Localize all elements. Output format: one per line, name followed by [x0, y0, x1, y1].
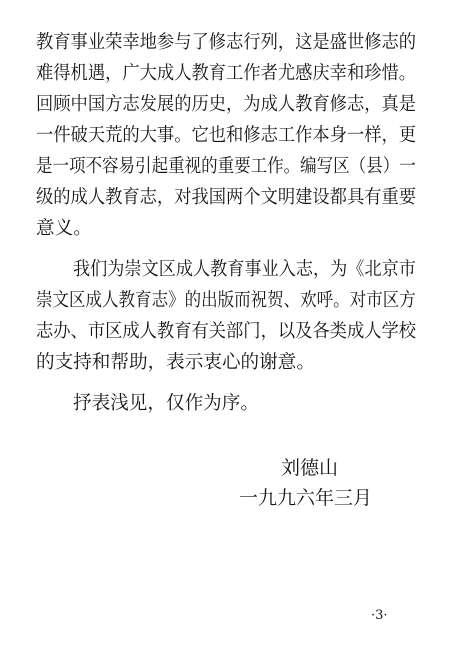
paragraph-2-line-3: 志办、市区成人教育有关部门，以及各类成人学校 [36, 321, 417, 342]
paragraph-2-line-1: 我们为崇文区成人教育事业入志，为《北京市 [73, 259, 416, 280]
page-number: ·3· [371, 608, 388, 623]
paragraph-1-line-1: 教育事业荣幸地参与了修志行列，这是盛世修志的 [36, 32, 417, 53]
paragraph-1-line-7: 意义。 [36, 218, 92, 239]
paragraph-2-line-2: 崇文区成人教育志》的出版而祝贺、欢呼。对市区方 [36, 290, 416, 311]
paragraph-1-line-3: 回顾中国方志发展的历史，为成人教育修志，真是 [36, 94, 417, 115]
paragraph-1-line-2: 难得机遇，广大成人教育工作者尤感庆幸和珍惜。 [36, 63, 417, 84]
paragraph-1-line-5: 是一项不容易引起重视的重要工作。编写区（县）一 [36, 156, 416, 177]
signature-date: 一九九六年三月 [239, 487, 373, 509]
signature-name: 刘德山 [281, 457, 339, 479]
paragraph-1-line-6: 级的成人教育志，对我国两个文明建设都具有重要 [36, 187, 417, 208]
paragraph-3-line-1: 抒表浅见，仅作为序。 [73, 393, 259, 414]
paragraph-2-line-4: 的支持和帮助，表示衷心的谢意。 [36, 352, 315, 373]
paragraph-1-line-4: 一件破天荒的大事。它也和修志工作本身一样，更 [36, 125, 417, 146]
